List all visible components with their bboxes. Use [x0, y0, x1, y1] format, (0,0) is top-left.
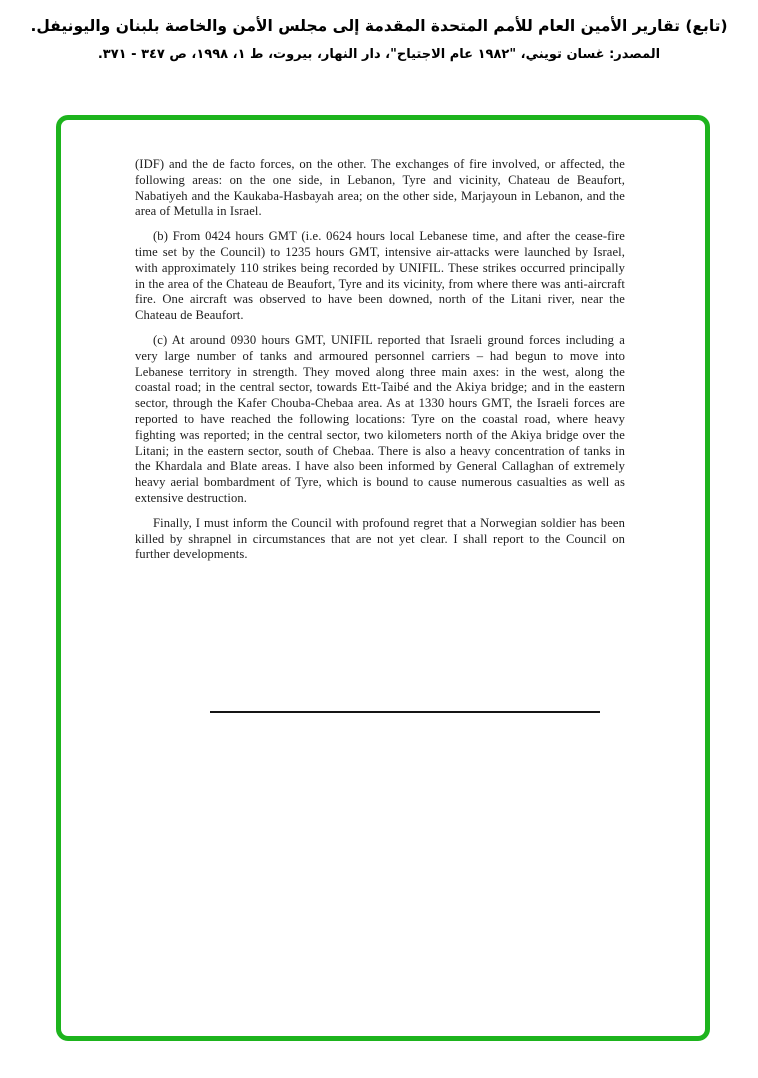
document-body-text [61, 120, 705, 713]
paragraph: Finally, I must inform the Council with profound regret that a Norwegian soldier has been killed by shrapnel in circumstances that are not yet clear. I shall report to the Council on further developments. [135, 515, 625, 562]
paragraph: (c) At around 0930 hours GMT, UNIFIL reported that Israeli ground forces including a very large number of tanks and armoured personnel carriers – had begun to move into Lebanese territory in strength. They moved along three main axes: in the west, along the coastal road; in the central sector, towards Ett-Taibé and the Akiya bridge; and in the eastern sector, through the Kafer Chouba-Chebaa area. As at 1330 hours GMT, the Israeli forces are reported to have reached the following locations: Tyre on the coastal road, where heavy fighting was reported; in the central sector, two kilometers north of the Akiya bridge over the Litani; in the eastern sector, south of Chebaa. There is also a heavy concentration of tanks in the Khardala and Blate areas. I have also been informed by General Callaghan of extremely heavy aerial bombardment of Tyre, which is bound to cause numerous casualties as well as extensive destruction. [135, 332, 625, 505]
scan-artifact-line [210, 711, 600, 713]
header-source-line: المصدر: غسان تويني، "١٩٨٢ عام الاجتياح"، دار النهار، بيروت، ط ١، ١٩٩٨، ص ٣٤٧ - ٣٧١. [97, 47, 661, 62]
header-title-line: (تابع) تقارير الأمين العام للأمم المتحدة المقدمة إلى مجلس الأمن والخاصة بلبنان واليونيفل. [30, 17, 728, 35]
paragraph: (IDF) and the de facto forces, on the other. The exchanges of fire involved, or affected, the following areas: on the one side, in Lebanon, Tyre and vicinity, Chateau de Beaufort, Nabatiyeh and the Kaukaba-Hasbayah area; on the other side, Marjayoun in Lebanon, and the area of Metulla in Israel. [135, 157, 625, 219]
document-green-border-box [56, 115, 710, 1041]
paragraph: (b) From 0424 hours GMT (i.e. 0624 hours local Lebanese time, and after the cease-fire time set by the Council) to 1235 hours GMT, intensive air-attacks were launched by Israel, with approximately 110 strikes being recorded by UNIFIL. These strikes occurred principally in the area of the Chateau de Beaufort, Tyre and its vicinity, from where there was anti-aircraft fire. One aircraft was observed to have been downed, north of the Litani river, near the Chateau de Beaufort. [135, 229, 625, 323]
arabic-header [0, 14, 758, 66]
